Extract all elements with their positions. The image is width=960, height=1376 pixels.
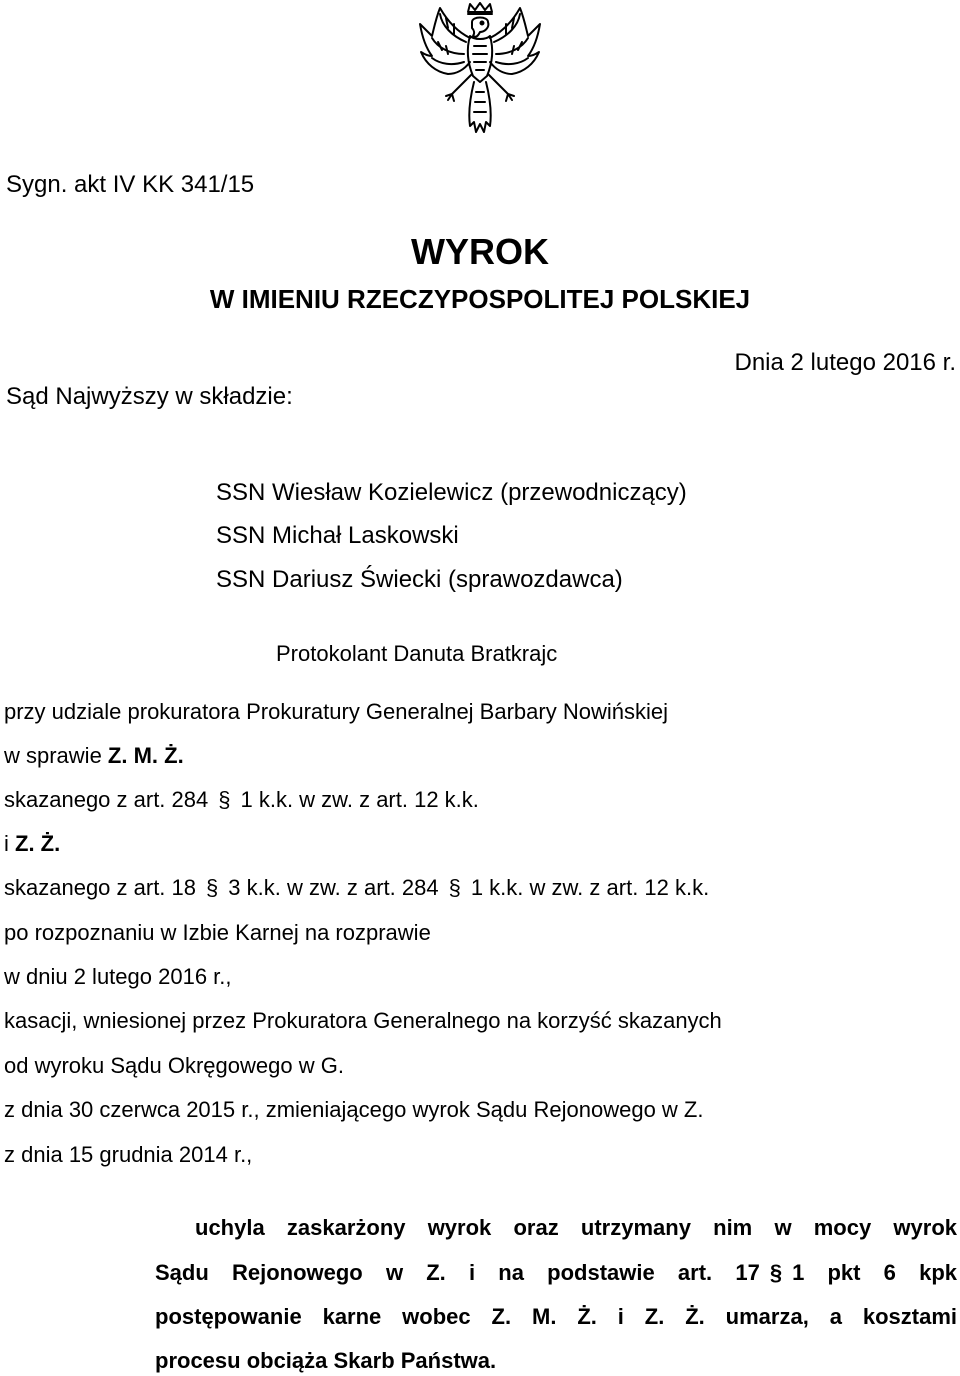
- document-title: WYROK: [411, 231, 549, 272]
- prosecutor-line: przy udziale prokuratora Prokuratury Generalnej Barbary Nowińskiej: [4, 699, 668, 724]
- verdict-line-4: procesu obciąża Skarb Państwa.: [155, 1348, 497, 1373]
- appeal-court-line: od wyroku Sądu Okręgowego w G.: [4, 1053, 344, 1078]
- section-symbol: §: [769, 1260, 783, 1285]
- appeal-date-line: z dnia 30 czerwca 2015 r., zmieniającego wyrok Sądu Rejonowego w Z.: [4, 1097, 704, 1122]
- clerk-line: Protokolant Danuta Bratkrajc: [276, 641, 558, 666]
- case-line: [4, 745, 184, 767]
- first-instance-date-line: z dnia 15 grudnia 2014 r.,: [4, 1142, 253, 1167]
- judge-presiding: SSN Wiesław Kozielewicz (przewodniczący): [216, 479, 687, 506]
- judge-rapporteur: SSN Dariusz Świecki (sprawozdawca): [216, 566, 623, 593]
- charge-1-line: skazanego z art. 284 § 1 k.k. w zw. z art. 12 k.k.: [4, 787, 479, 812]
- verdict-line-1: uchyla zaskarżony wyrok oraz utrzymany nim w mocy wyrok: [195, 1215, 957, 1240]
- and-prefix: i: [4, 831, 15, 856]
- section-symbol: §: [206, 875, 219, 900]
- section-symbol: §: [218, 787, 231, 812]
- judgment-date: Dnia 2 lutego 2016 r.: [734, 349, 956, 376]
- court-composition-label: Sąd Najwyższy w składzie:: [6, 383, 293, 410]
- defendant-2: Z. Ż.: [15, 831, 61, 856]
- cassation-line: kasacji, wniesionej przez Prokuratora Generalnego na korzyść skazanych: [4, 1008, 722, 1033]
- section-symbol: §: [448, 875, 461, 900]
- judge-member: SSN Michał Laskowski: [216, 522, 459, 549]
- document-subtitle: W IMIENIU RZECZYPOSPOLITEJ POLSKIEJ: [209, 284, 751, 314]
- case-prefix: w sprawie: [4, 743, 108, 768]
- charge-2-line: skazanego z art. 18 § 3 k.k. w zw. z art. 284 § 1 k.k. w zw. z art. 12 k.k.: [4, 875, 710, 900]
- verdict-line-3: postępowanie karne wobec Z. M. Ż. i Z. Ż. umarza, a kosztami: [155, 1304, 957, 1329]
- polish-eagle-emblem: [418, 2, 542, 142]
- and-line: [4, 833, 60, 855]
- hearing-line: po rozpoznaniu w Izbie Karnej na rozprawie: [4, 920, 431, 945]
- verdict-line-2: Sądu Rejonowego w Z. i na podstawie art. 17 § 1 pkt 6 kpk: [155, 1260, 958, 1285]
- case-number: Sygn. akt IV KK 341/15: [6, 171, 255, 198]
- hearing-date-line: w dniu 2 lutego 2016 r.,: [4, 964, 232, 989]
- defendant-1: Z. M. Ż.: [107, 743, 184, 768]
